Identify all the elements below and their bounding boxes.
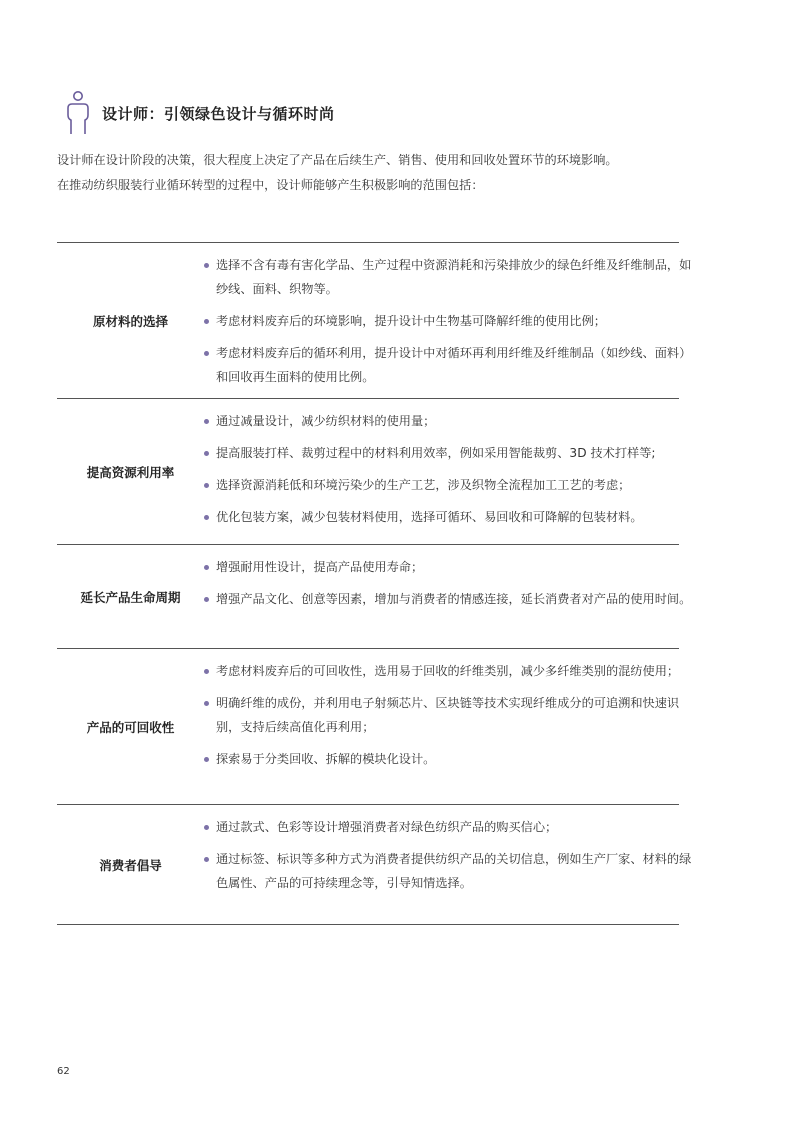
list-item: 增强产品文化、创意等因素，增加与消费者的情感连接，延长消费者对产品的使用时间。	[204, 587, 696, 611]
intro-line: 在推动纺织服装行业循环转型的过程中，设计师能够产生积极影响的范围包括：	[57, 178, 484, 192]
list-item: 选择不含有毒有害化学品、生产过程中资源消耗和污染排放少的绿色纤维及纤维制品，如纱线、面料、织物等。	[204, 253, 696, 301]
table-row	[57, 545, 692, 649]
row-label: 消费者倡导	[99, 857, 162, 873]
row-items	[204, 545, 696, 648]
list-item: 考虑材料废弃后的循环利用，提升设计中对循环再利用纤维及纤维制品（如纱线、面料）和回收再生面料的使用比例。	[204, 341, 696, 389]
list-item: 通过标签、标识等多种方式为消费者提供纺织产品的关切信息，例如生产厂家、材料的绿色属性、产品的可持续理念等，引导知情选择。	[204, 847, 696, 895]
list-item: 考虑材料废弃后的可回收性，选用易于回收的纤维类别，减少多纤维类别的混纺使用；	[204, 659, 696, 683]
row-label: 延长产品生命周期	[80, 589, 181, 605]
row-label: 原材料的选择	[92, 313, 168, 329]
list-item: 明确纤维的成份，并利用电子射频芯片、区块链等技术实现纤维成分的可追溯和快速识别，支持后续高值化再利用；	[204, 691, 696, 739]
list-item: 通过减量设计，减少纺织材料的使用量；	[204, 409, 696, 433]
designer-impact-table	[57, 242, 692, 925]
list-item: 优化包装方案，减少包装材料使用，选择可循环、易回收和可降解的包装材料。	[204, 505, 696, 529]
list-item: 提高服装打样、裁剪过程中的材料利用效率，例如采用智能裁剪、3D 技术打样等;	[204, 441, 696, 465]
intro-paragraph	[57, 148, 747, 198]
table-row	[57, 649, 679, 805]
row-items	[204, 399, 696, 544]
row-label: 产品的可回收性	[86, 719, 175, 735]
table-row	[57, 399, 679, 545]
row-items	[204, 243, 696, 398]
list-item: 增强耐用性设计，提高产品使用寿命；	[204, 555, 696, 579]
row-items	[204, 805, 696, 924]
page-number: 62	[57, 1066, 70, 1077]
person-icon	[66, 90, 90, 136]
list-item: 探索易于分类回收、拆解的模块化设计。	[204, 747, 696, 771]
intro-line: 设计师在设计阶段的决策，很大程度上决定了产品在后续生产、销售、使用和回收处置环节的环境影响。	[57, 153, 618, 167]
row-items	[204, 649, 696, 804]
list-item: 选择资源消耗低和环境污染少的生产工艺，涉及织物全流程加工工艺的考虑；	[204, 473, 696, 497]
row-label: 提高资源利用率	[86, 464, 175, 480]
table-row	[57, 805, 692, 925]
section-title: 设计师：引领绿色设计与循环时尚	[102, 104, 335, 123]
list-item: 考虑材料废弃后的环境影响，提升设计中生物基可降解纤维的使用比例；	[204, 309, 696, 333]
table-row	[57, 243, 692, 399]
list-item: 通过款式、色彩等设计增强消费者对绿色纺织产品的购买信心；	[204, 815, 696, 839]
section-header	[66, 90, 335, 136]
